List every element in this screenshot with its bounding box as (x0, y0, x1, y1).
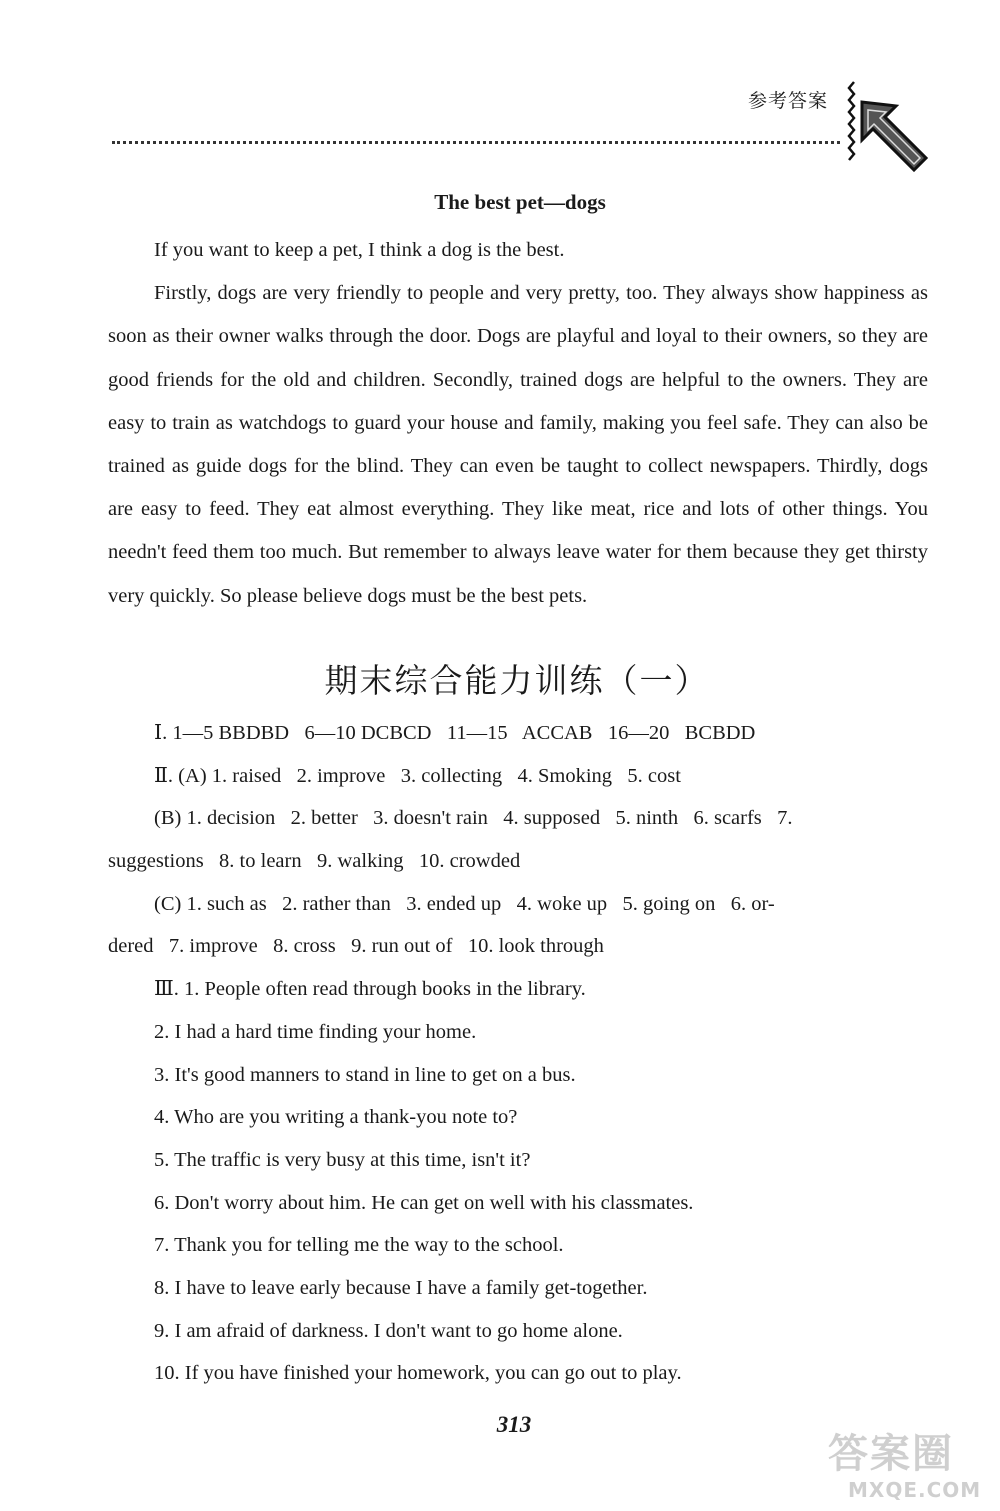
answer-line: Ⅰ. 1—5 BBDBD 6—10 DCBCD 11—15 ACCAB 16—20 BCBDD (154, 722, 756, 744)
answer-line: (C) 1. such as 2. rather than 3. ended up 4. woke up 5. going on 6. or- (154, 892, 775, 915)
page-number: 313 (496, 1412, 532, 1437)
header-label: 参考答案 (748, 90, 829, 112)
answer-line: 10. If you have finished your homework, you can go out to play. (154, 1362, 682, 1385)
answer-line: 6. Don't worry about him. He can get on well with his classmates. (154, 1191, 694, 1214)
answer-line: 9. I am afraid of darkness. I don't want to go home alone. (154, 1319, 623, 1342)
essay-paragraph: Firstly, dogs are very friendly to people and very pretty, too. They always show happiness as soon as their owner walks through the door. Dogs are playful and loyal to their owners, so they are good friends for the old and children. Secondly, trained dogs are helpful to the owners. They are easy to train as watchdogs to guard your house and family, making you feel safe. They can also be trained as guide dogs for the blind. They can even be taught to collect newspapers. Thirdly, dogs are easy to feed. They eat almost everything. They like meat, rice and lots of other things. You needn't feed them too much. But remember to always leave water for them because they get thirsty very quickly. So please believe dogs must be the best pets. (108, 282, 928, 607)
answer-line: (B) 1. decision 2. better 3. doesn't rain 4. supposed 5. ninth 6. scarfs 7. (154, 807, 793, 830)
essay-title: The best pet—dogs (434, 190, 606, 214)
essay-body (108, 229, 928, 618)
answer-line: suggestions 8. to learn 9. walking 10. crowded (108, 850, 521, 873)
answer-key (108, 712, 928, 1395)
watermark-text: 答案圈 (828, 1431, 954, 1477)
answer-line: Ⅱ. (A) 1. raised 2. improve 3. collecting 4. Smoking 5. cost (154, 764, 681, 787)
watermark-logo (828, 1420, 994, 1506)
answer-line: Ⅲ. 1. People often read through books in the library. (154, 978, 586, 1001)
answer-line: 5. The traffic is very busy at this time, isn't it? (154, 1148, 531, 1171)
answer-line: 7. Thank you for telling me the way to the school. (154, 1234, 564, 1257)
answer-line: dered 7. improve 8. cross 9. run out of 10. look through (108, 935, 604, 958)
answer-line: 4. Who are you writing a thank-you note to? (154, 1106, 518, 1129)
corner-arrow-icon (840, 78, 940, 178)
answer-line: 2. I had a hard time finding your home. (154, 1020, 477, 1043)
section-title: 期末综合能力训练（一） (324, 661, 710, 700)
answer-line: 3. It's good manners to stand in line to get on a bus. (154, 1063, 576, 1086)
watermark-url: MXQE.COM (848, 1478, 982, 1502)
header-dotted-rule (112, 141, 840, 144)
essay-paragraph: If you want to keep a pet, I think a dog is the best. (154, 239, 565, 261)
answer-line: 8. I have to leave early because I have a family get-together. (154, 1276, 648, 1299)
